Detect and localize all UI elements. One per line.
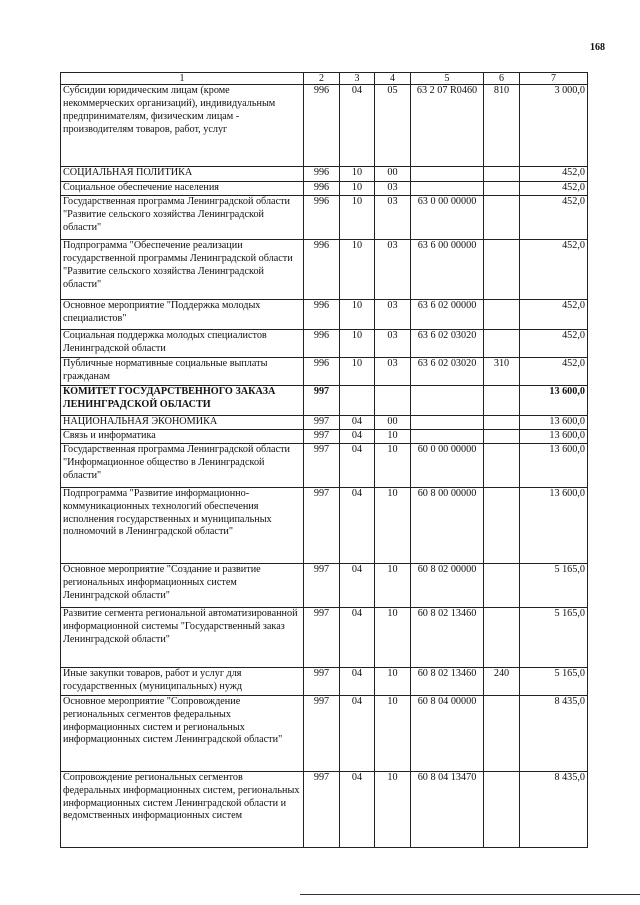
cell-name: Государственная программа Ленинградской области "Информационное общество в Ленинградской области" bbox=[61, 443, 304, 487]
cell-subsection: 03 bbox=[375, 329, 411, 357]
table-row bbox=[61, 167, 588, 182]
cell-sum: 452,0 bbox=[520, 182, 588, 196]
cell-name: Развитие сегмента региональной автоматизированной информационной системы "Государственный заказ Ленинградской области" bbox=[61, 607, 304, 667]
cell-section: 04 bbox=[340, 415, 375, 429]
header-cell-expense-type: 6 bbox=[484, 73, 520, 85]
cell-subsection: 10 bbox=[375, 667, 411, 695]
cell-target-item: 60 8 02 13460 bbox=[411, 667, 484, 695]
cell-ved: 997 bbox=[304, 415, 340, 429]
cell-subsection: 10 bbox=[375, 695, 411, 771]
cell-expense-type: 240 bbox=[484, 667, 520, 695]
cell-subsection: 10 bbox=[375, 563, 411, 607]
cell-ved: 996 bbox=[304, 182, 340, 196]
header-cell-subsection: 4 bbox=[375, 73, 411, 85]
cell-expense-type bbox=[484, 607, 520, 667]
cell-sum: 8 435,0 bbox=[520, 695, 588, 771]
cell-target-item: 60 8 02 13460 bbox=[411, 607, 484, 667]
cell-subsection: 00 bbox=[375, 415, 411, 429]
cell-ved: 996 bbox=[304, 85, 340, 167]
cell-target-item: 60 8 00 00000 bbox=[411, 487, 484, 563]
cell-target-item: 63 6 00 00000 bbox=[411, 239, 484, 299]
cell-name: Основное мероприятие "Создание и развитие региональных информационных систем Ленинградской области" bbox=[61, 563, 304, 607]
cell-expense-type bbox=[484, 695, 520, 771]
cell-target-item: 63 6 02 00000 bbox=[411, 299, 484, 329]
cell-section: 10 bbox=[340, 195, 375, 239]
cell-expense-type: 310 bbox=[484, 357, 520, 385]
table-row bbox=[61, 239, 588, 299]
header-cell-name: 1 bbox=[61, 73, 304, 85]
cell-section: 04 bbox=[340, 443, 375, 487]
cell-section: 04 bbox=[340, 607, 375, 667]
header-cell-ved: 2 bbox=[304, 73, 340, 85]
cell-sum: 3 000,0 bbox=[520, 85, 588, 167]
header-cell-section: 3 bbox=[340, 73, 375, 85]
table-body bbox=[61, 85, 588, 848]
cell-section: 04 bbox=[340, 487, 375, 563]
cell-section: 04 bbox=[340, 695, 375, 771]
cell-target-item bbox=[411, 385, 484, 415]
cell-name: Социальная поддержка молодых специалистов Ленинградской области bbox=[61, 329, 304, 357]
table-row bbox=[61, 329, 588, 357]
cell-name: Сопровождение региональных сегментов федеральных информационных систем, региональных информационных систем Ленинградской области и ведомственных информационных систем bbox=[61, 771, 304, 847]
cell-sum: 452,0 bbox=[520, 195, 588, 239]
cell-expense-type bbox=[484, 167, 520, 182]
cell-name: Государственная программа Ленинградской области "Развитие сельского хозяйства Ленинградской области" bbox=[61, 195, 304, 239]
cell-sum: 5 165,0 bbox=[520, 607, 588, 667]
header-row bbox=[61, 73, 588, 85]
table-row bbox=[61, 667, 588, 695]
cell-target-item bbox=[411, 182, 484, 196]
cell-target-item bbox=[411, 429, 484, 443]
budget-table bbox=[60, 72, 588, 848]
table-row bbox=[61, 357, 588, 385]
cell-subsection: 05 bbox=[375, 85, 411, 167]
page-number: 168 bbox=[590, 42, 605, 53]
cell-ved: 996 bbox=[304, 299, 340, 329]
cell-ved: 997 bbox=[304, 429, 340, 443]
cell-section: 04 bbox=[340, 429, 375, 443]
cell-name: КОМИТЕТ ГОСУДАРСТВЕННОГО ЗАКАЗА ЛЕНИНГРАДСКОЙ ОБЛАСТИ bbox=[61, 385, 304, 415]
cell-expense-type bbox=[484, 443, 520, 487]
cell-sum: 5 165,0 bbox=[520, 667, 588, 695]
cell-section: 10 bbox=[340, 182, 375, 196]
cell-sum: 5 165,0 bbox=[520, 563, 588, 607]
table-row bbox=[61, 771, 588, 847]
table-row bbox=[61, 85, 588, 167]
cell-ved: 997 bbox=[304, 771, 340, 847]
cell-section: 04 bbox=[340, 85, 375, 167]
table-row bbox=[61, 695, 588, 771]
header-cell-sum: 7 bbox=[520, 73, 588, 85]
cell-expense-type bbox=[484, 771, 520, 847]
cell-name: Публичные нормативные социальные выплаты гражданам bbox=[61, 357, 304, 385]
cell-expense-type bbox=[484, 195, 520, 239]
cell-section: 10 bbox=[340, 299, 375, 329]
table-row bbox=[61, 563, 588, 607]
header-cell-target-item: 5 bbox=[411, 73, 484, 85]
table-row bbox=[61, 487, 588, 563]
cell-sum: 13 600,0 bbox=[520, 487, 588, 563]
cell-target-item: 60 8 02 00000 bbox=[411, 563, 484, 607]
cell-expense-type bbox=[484, 415, 520, 429]
cell-expense-type bbox=[484, 429, 520, 443]
cell-section: 04 bbox=[340, 667, 375, 695]
cell-expense-type bbox=[484, 182, 520, 196]
cell-name: Социальное обеспечение населения bbox=[61, 182, 304, 196]
cell-ved: 996 bbox=[304, 357, 340, 385]
cell-sum: 13 600,0 bbox=[520, 429, 588, 443]
cell-ved: 997 bbox=[304, 385, 340, 415]
cell-section: 10 bbox=[340, 357, 375, 385]
cell-subsection: 00 bbox=[375, 167, 411, 182]
cell-sum: 13 600,0 bbox=[520, 385, 588, 415]
cell-expense-type bbox=[484, 385, 520, 415]
cell-target-item bbox=[411, 167, 484, 182]
cell-ved: 997 bbox=[304, 695, 340, 771]
cell-sum: 13 600,0 bbox=[520, 415, 588, 429]
cell-subsection bbox=[375, 385, 411, 415]
cell-target-item: 63 2 07 R0460 bbox=[411, 85, 484, 167]
cell-ved: 997 bbox=[304, 607, 340, 667]
table-row bbox=[61, 415, 588, 429]
cell-target-item: 60 8 04 13470 bbox=[411, 771, 484, 847]
cell-section: 10 bbox=[340, 329, 375, 357]
cell-target-item: 63 0 00 00000 bbox=[411, 195, 484, 239]
cell-sum: 452,0 bbox=[520, 329, 588, 357]
cell-subsection: 03 bbox=[375, 195, 411, 239]
table-row bbox=[61, 195, 588, 239]
cell-ved: 997 bbox=[304, 563, 340, 607]
table-row bbox=[61, 299, 588, 329]
table-row bbox=[61, 429, 588, 443]
cell-expense-type bbox=[484, 239, 520, 299]
cell-name: Основное мероприятие "Поддержка молодых специалистов" bbox=[61, 299, 304, 329]
cell-section: 04 bbox=[340, 771, 375, 847]
cell-subsection: 03 bbox=[375, 239, 411, 299]
cell-name: Подпрограмма "Развитие информационно-коммуникационных технологий обеспечения исполнения государственных и муниципальных полномочий в Ленинградской области" bbox=[61, 487, 304, 563]
cell-subsection: 10 bbox=[375, 771, 411, 847]
cell-expense-type bbox=[484, 563, 520, 607]
cell-sum: 452,0 bbox=[520, 167, 588, 182]
cell-subsection: 10 bbox=[375, 607, 411, 667]
cell-section: 04 bbox=[340, 563, 375, 607]
cell-target-item: 63 6 02 03020 bbox=[411, 357, 484, 385]
bottom-divider bbox=[300, 894, 640, 895]
cell-name: СОЦИАЛЬНАЯ ПОЛИТИКА bbox=[61, 167, 304, 182]
cell-sum: 452,0 bbox=[520, 357, 588, 385]
cell-name: Связь и информатика bbox=[61, 429, 304, 443]
cell-ved: 996 bbox=[304, 167, 340, 182]
cell-sum: 13 600,0 bbox=[520, 443, 588, 487]
cell-name: Основное мероприятие "Сопровождение региональных сегментов федеральных информационных систем и региональных информационных систем Ленинградской области" bbox=[61, 695, 304, 771]
cell-target-item bbox=[411, 415, 484, 429]
cell-expense-type bbox=[484, 299, 520, 329]
cell-ved: 996 bbox=[304, 329, 340, 357]
cell-section bbox=[340, 385, 375, 415]
cell-target-item: 60 0 00 00000 bbox=[411, 443, 484, 487]
cell-target-item: 60 8 04 00000 bbox=[411, 695, 484, 771]
cell-name: Субсидии юридическим лицам (кроме некоммерческих организаций), индивидуальным предпринимателям, физическим лицам - производителям товаров, работ, услуг bbox=[61, 85, 304, 167]
cell-ved: 997 bbox=[304, 667, 340, 695]
table-row bbox=[61, 385, 588, 415]
table-row bbox=[61, 443, 588, 487]
cell-expense-type bbox=[484, 487, 520, 563]
cell-expense-type: 810 bbox=[484, 85, 520, 167]
cell-name: НАЦИОНАЛЬНАЯ ЭКОНОМИКА bbox=[61, 415, 304, 429]
table-row bbox=[61, 182, 588, 196]
cell-name: Иные закупки товаров, работ и услуг для государственных (муниципальных) нужд bbox=[61, 667, 304, 695]
cell-subsection: 10 bbox=[375, 487, 411, 563]
cell-sum: 452,0 bbox=[520, 299, 588, 329]
cell-subsection: 03 bbox=[375, 182, 411, 196]
cell-sum: 452,0 bbox=[520, 239, 588, 299]
cell-sum: 8 435,0 bbox=[520, 771, 588, 847]
cell-target-item: 63 6 02 03020 bbox=[411, 329, 484, 357]
cell-subsection: 10 bbox=[375, 429, 411, 443]
cell-ved: 996 bbox=[304, 239, 340, 299]
cell-subsection: 03 bbox=[375, 357, 411, 385]
table-row bbox=[61, 607, 588, 667]
cell-ved: 997 bbox=[304, 487, 340, 563]
cell-subsection: 10 bbox=[375, 443, 411, 487]
cell-section: 10 bbox=[340, 167, 375, 182]
cell-name: Подпрограмма "Обеспечение реализации государственной программы Ленинградской области "Развитие сельского хозяйства Ленинградской области" bbox=[61, 239, 304, 299]
cell-ved: 997 bbox=[304, 443, 340, 487]
cell-expense-type bbox=[484, 329, 520, 357]
cell-subsection: 03 bbox=[375, 299, 411, 329]
cell-ved: 996 bbox=[304, 195, 340, 239]
cell-section: 10 bbox=[340, 239, 375, 299]
